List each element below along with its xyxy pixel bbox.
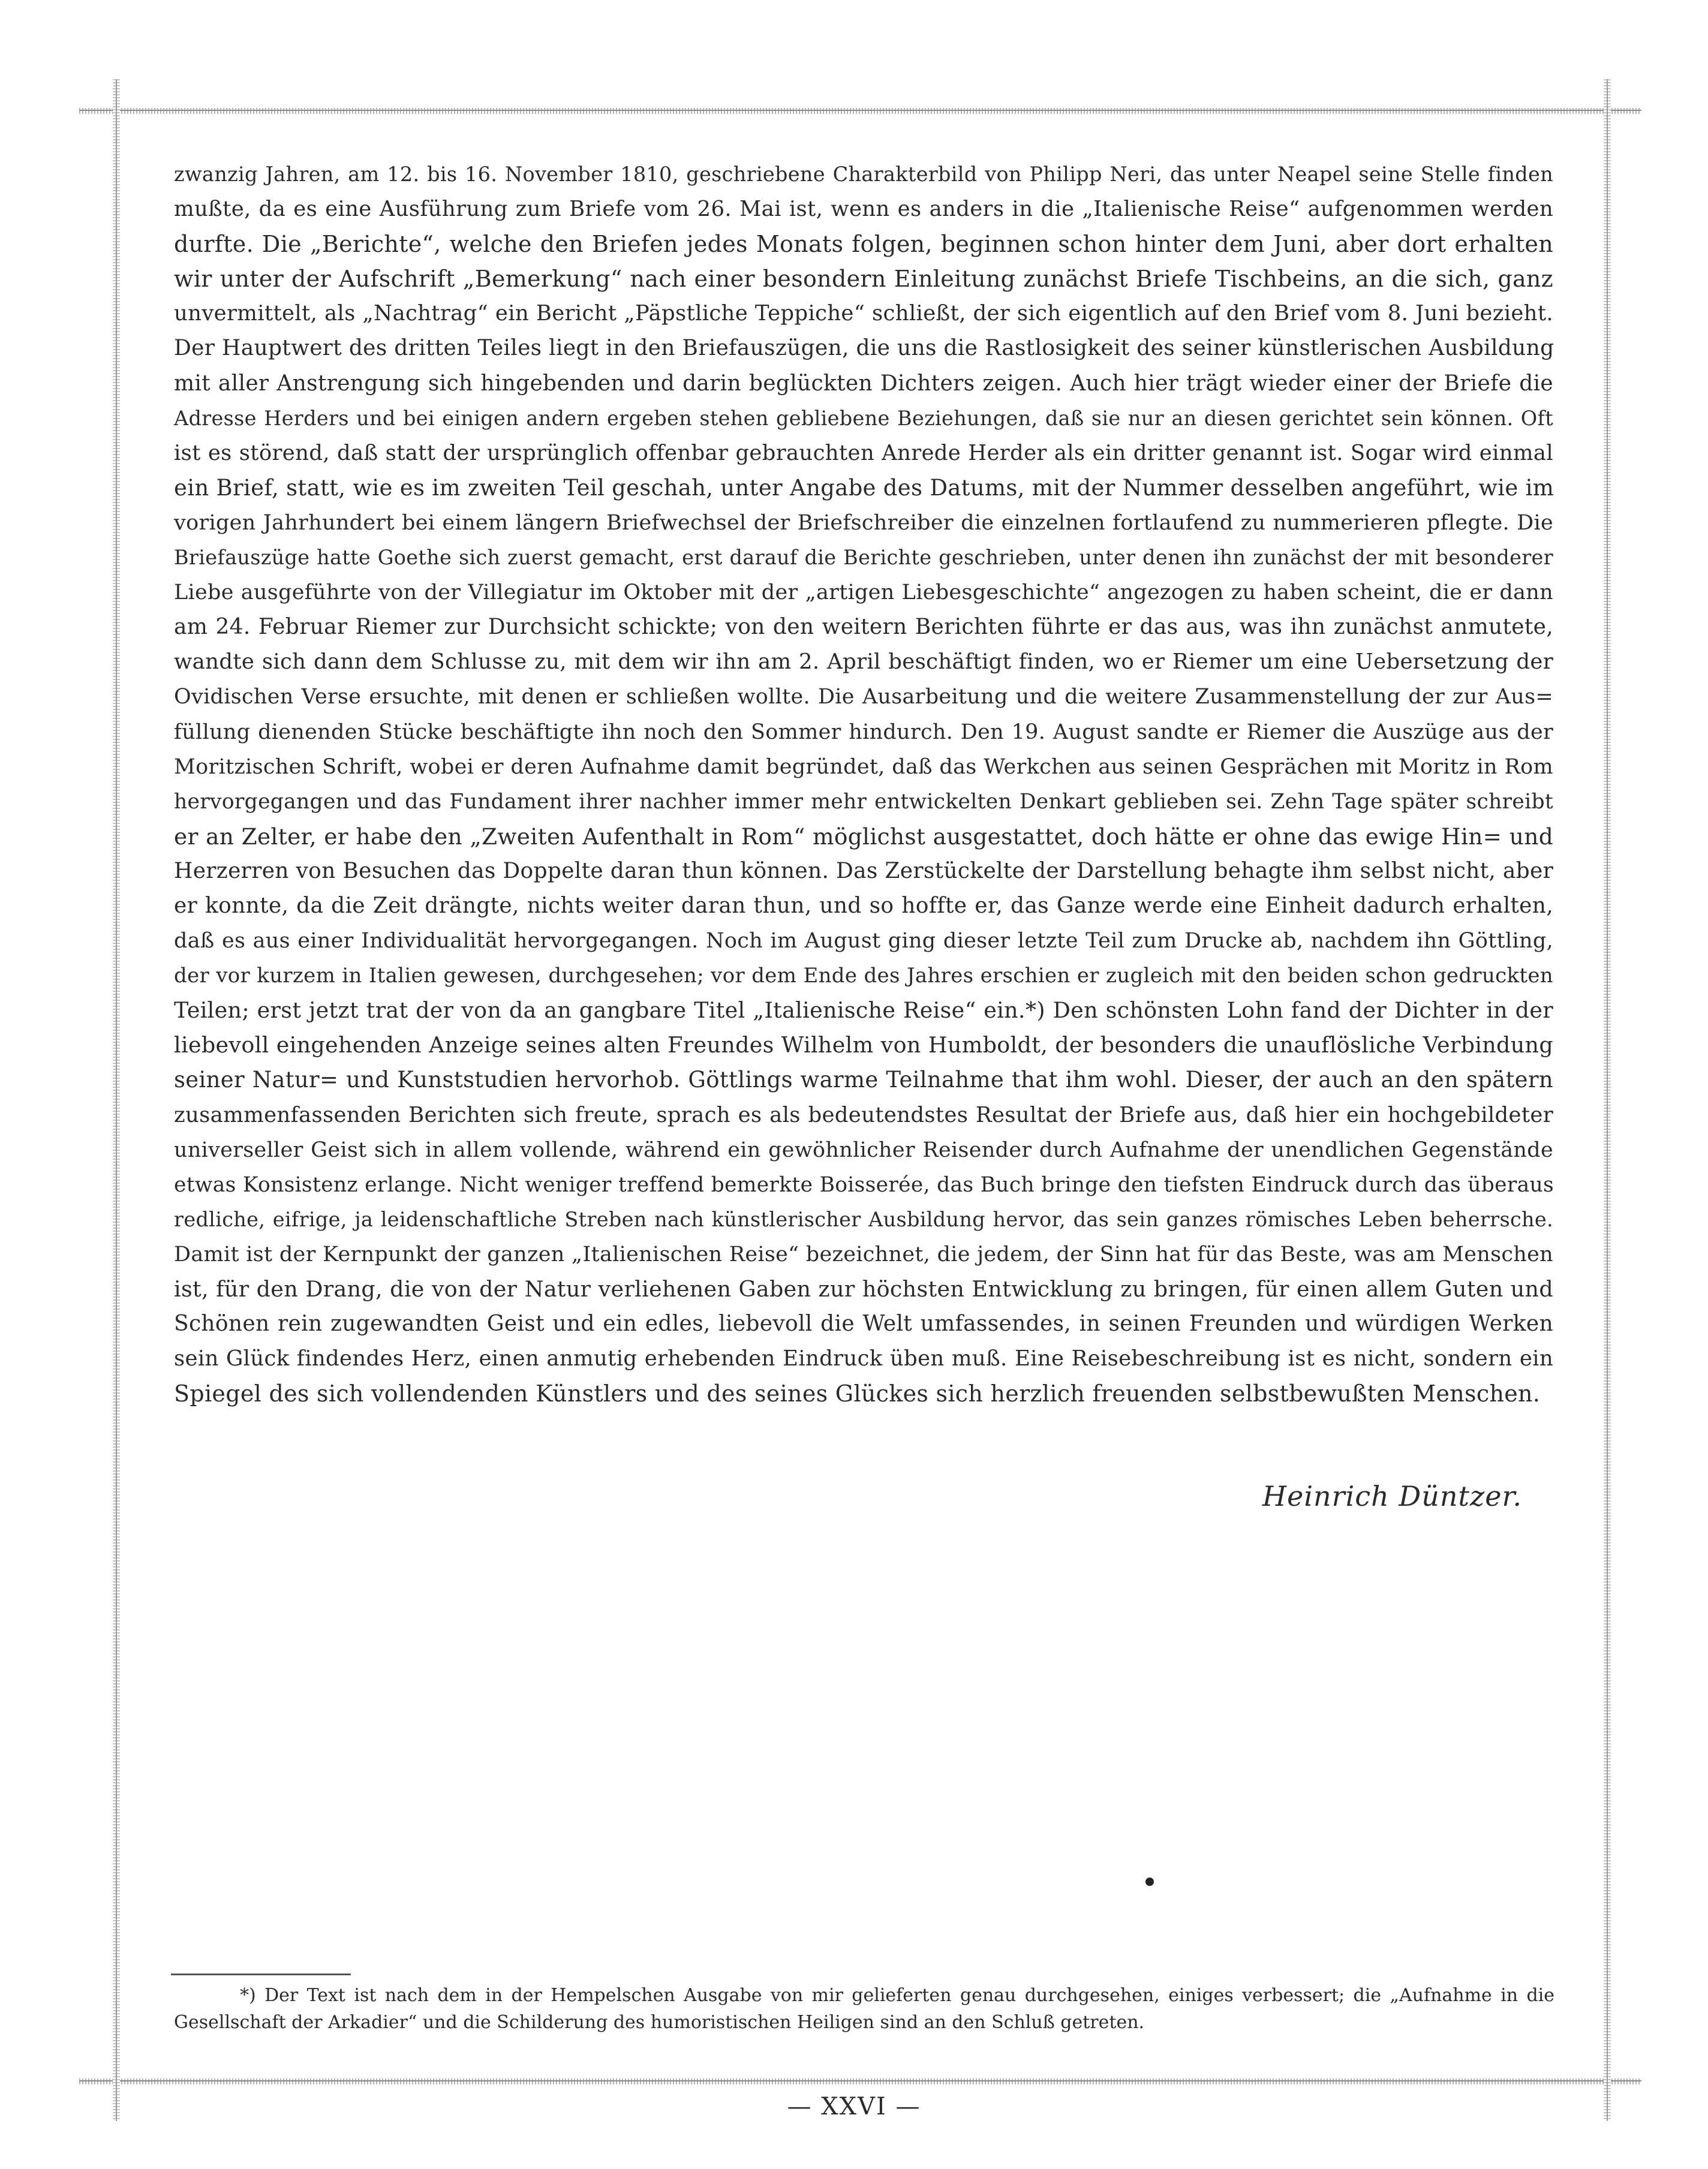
text-line: hervorgegangen und das Fundament ihrer nachher immer mehr entwickelten Denkart geblieben sei. Zehn Tage später schreibt [174, 789, 1553, 814]
text-line: vorigen Jahrhundert bei einem längern Briefwechsel der Briefschreiber die einzelnen fortlaufend zu nummerieren pflegte. Die [174, 510, 1553, 535]
text-line: etwas Konsistenz erlange. Nicht weniger treffend bemerkte Boisserée, das Buch bringe den tiefsten Eindruck durch das überaus [174, 1172, 1554, 1197]
text-line: redliche, eifrige, ja leidenschaftliche Streben nach künstlerischer Ausbildung hervor, das sein ganzes römisches Leben beherrsche. [174, 1207, 1553, 1231]
text-line: mußte, da es eine Ausführung zum Briefe vom 26. Mai ist, wenn es anders in die „Italienische Reise“ aufgenommen werden [174, 197, 1553, 222]
text-line: ein Brief, statt, wie es im zweiten Teil geschah, unter Angabe des Datums, mit der Nummer desselben angeführt, wie im [174, 474, 1554, 501]
text-line: Der Hauptwert des dritten Teiles liegt in den Briefauszügen, die uns die Rastlosigkeit des seiner künstlerischen Ausbildung [174, 336, 1554, 361]
text-line: Herzerren von Besuchen das Doppelte daran thun können. Das Zerstückelte der Darstellung behagte ihm selbst nicht, aber [174, 858, 1554, 883]
page-border-top [79, 108, 1641, 114]
text-line: Adresse Herders und bei einigen andern ergeben stehen gebliebene Beziehungen, daß sie nur an diesen gerichtet sein können. Oft [174, 406, 1553, 430]
text-line: durfte. Die „Berichte“, welche den Briefen jedes Monats folgen, beginnen schon hinter dem Juni, aber dort erhalten [174, 231, 1553, 258]
author-signature: Heinrich Düntzer. [1262, 1480, 1523, 1512]
text-line: er an Zelter, er habe den „Zweiten Aufenthalt in Rom“ möglichst ausgestattet, doch hätte er ohne das ewige Hin= und [174, 823, 1553, 850]
text-line: sein Glück findendes Herz, einen anmutig erhebenden Eindruck üben muß. Eine Reisebeschreibung ist es nicht, sondern ein [174, 1346, 1553, 1371]
text-line: ist es störend, daß statt der ursprünglich offenbar gebrauchten Anrede Herder als ein dritter genannt ist. Sogar wird einmal [174, 440, 1553, 465]
text-line: Briefauszüge hatte Goethe sich zuerst gemacht, erst darauf die Berichte geschrieben, unter denen ihn zunächst der mit besonderer [174, 546, 1553, 570]
text-line: seiner Natur= und Kunststudien hervorhob. Göttlings warme Teilnahme that ihm wohl. Dieser, der auch an den spätern [174, 1067, 1553, 1093]
text-line: er konnte, da die Zeit drängte, nichts weiter daran thun, und so hoffte er, das Ganze werde eine Einheit dadurch erhalten, [174, 893, 1553, 918]
text-line: zwanzig Jahren, am 12. bis 16. November 1810, geschriebene Charakterbild von Philipp Neri, das unter Neapel seine Stelle finden [174, 163, 1553, 186]
body-text [174, 157, 1553, 1411]
text-line: mit aller Anstrengung sich hingebenden und darin beglückten Dichters zeigen. Auch hier trägt wieder einer der Briefe die [174, 371, 1553, 396]
text-line: Ovidischen Verse ersuchte, mit denen er schließen wollte. Die Ausarbeitung und die weitere Zusammenstellung der zur Aus= [174, 685, 1553, 709]
page-number: — XXVI — [787, 2093, 921, 2120]
text-line: daß es aus einer Individualität hervorgegangen. Noch im August ging dieser letzte Teil zum Drucke ab, nachdem ihn Göttling, [174, 929, 1553, 953]
text-line: am 24. Februar Riemer zur Durchsicht schickte; von den weitern Berichten führte er das aus, was ihn zunächst anmutete, [174, 615, 1553, 640]
text-line: zusammenfassenden Berichten sich freute, sprach es als bedeutendstes Resultat der Briefe aus, daß hier ein hochgebildeter [174, 1102, 1553, 1127]
ink-dot [1145, 1878, 1154, 1886]
footnote-rule [171, 1974, 351, 1975]
footnote-line: *) Der Text ist nach dem in der Hempelschen Ausgabe von mir gelieferten genau durchgesehen, einiges verbessert; die „Aufnahme in die [240, 1985, 1554, 2006]
text-line: wandte sich dann dem Schlusse zu, mit dem wir ihn am 2. April beschäftigt finden, wo er Riemer um eine Uebersetzung der [174, 649, 1553, 675]
text-line: ist, für den Drang, die von der Natur verliehenen Gaben zur höchsten Entwicklung zu bringen, für einen allem Guten und [174, 1276, 1553, 1302]
text-line: universeller Geist sich in allem vollende, während ein gewöhnlicher Reisender durch Aufnahme der unendlichen Gegenstände [174, 1138, 1553, 1162]
text-line: liebevoll eingehenden Anzeige seines alten Freundes Wilhelm von Humboldt, der besonders die unauflösliche Verbindung [174, 1032, 1553, 1058]
footnote [174, 1982, 1554, 2036]
text-line: Liebe ausgeführte von der Villegiatur im Oktober mit der „artigen Liebesgeschichte“ angezogen zu haben scheint, die er dann [174, 580, 1553, 605]
text-line: wir unter der Aufschrift „Bemerkung“ nach einer besondern Einleitung zunächst Briefe Tischbeins, an die sich, ganz [174, 266, 1553, 293]
text-line: unvermittelt, als „Nachtrag“ ein Bericht „Päpstliche Teppiche“ schließt, der sich eigentlich auf den Brief vom 8. Juni bezieht. [174, 301, 1553, 326]
text-line: Damit ist der Kernpunkt der ganzen „Italienischen Reise“ bezeichnet, die jedem, der Sinn hat für das Beste, was am Menschen [174, 1242, 1553, 1266]
text-line: Schönen rein zugewandten Geist und ein edles, liebevoll die Welt umfassendes, in seinen Freunden und würdigen Werken [174, 1311, 1553, 1337]
text-line: der vor kurzem in Italien gewesen, durchgesehen; vor dem Ende des Jahres erschien er zugleich mit den beiden schon gedruckten [174, 964, 1553, 988]
footnote-line: Gesellschaft der Arkadier“ und die Schilderung des humoristischen Heiligen sind an den Schluß getreten. [174, 2012, 1145, 2033]
text-line: Moritzischen Schrift, wobei er deren Aufnahme damit begründet, daß das Werkchen aus seinen Gesprächen mit Moritz in Rom [174, 754, 1553, 779]
text-line: Spiegel des sich vollendenden Künstlers und des seines Glückes sich herzlich freuenden selbstbewußten Menschen. [174, 1380, 1541, 1407]
page-border-bottom [79, 2078, 1641, 2084]
text-line: füllung dienenden Stücke beschäftigte ihn noch den Sommer hindurch. Den 19. August sandte er Riemer die Auszüge aus der [174, 720, 1553, 744]
page-border-right [1604, 79, 1611, 2121]
text-line: Teilen; erst jetzt trat der von da an gangbare Titel „Italienische Reise“ ein.*) Den schönsten Lohn fand der Dichter in der [174, 997, 1553, 1024]
page-border-left [113, 79, 120, 2121]
